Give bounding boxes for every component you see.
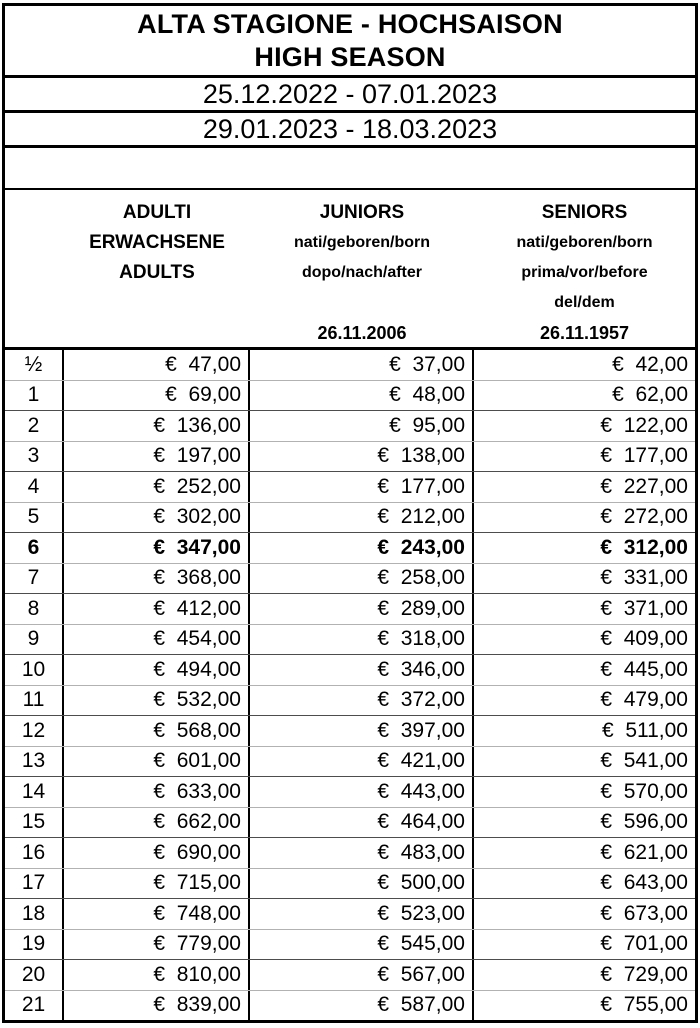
price-cell-adults: € 568,00	[64, 716, 250, 746]
juniors-label: JUNIORS	[319, 202, 405, 223]
price-cell-adults: € 748,00	[64, 899, 250, 929]
price-cell-seniors: € 42,00	[612, 352, 688, 376]
price-cell-juniors: € 289,00	[250, 594, 474, 624]
day-cell: 5	[5, 503, 64, 533]
table-row	[5, 991, 695, 1021]
day-cell: 3	[5, 442, 64, 472]
price-cell-adults: € 494,00	[64, 655, 250, 685]
price-cell-juniors: € 258,00	[250, 564, 474, 594]
price-cell-juniors: € 243,00	[250, 533, 474, 563]
seniors-birthdate: 26.11.1957	[539, 323, 630, 343]
price-cell-adults: € 839,00	[64, 991, 250, 1021]
table-row	[5, 350, 695, 381]
day-cell: 4	[5, 472, 64, 502]
table-row	[5, 594, 695, 625]
price-cell-juniors: € 48,00	[250, 381, 474, 411]
price-cell-juniors: € 177,00	[250, 472, 474, 502]
day-cell: 7	[5, 564, 64, 594]
day-cell: 16	[5, 838, 64, 868]
price-cell-juniors: € 443,00	[250, 777, 474, 807]
table-row	[5, 777, 695, 808]
price-cell-juniors: € 318,00	[250, 625, 474, 655]
season-date-range-1-text: 25.12.2022 - 07.01.2023	[202, 79, 498, 109]
adults-label-de: ERWACHSENE	[89, 232, 225, 253]
price-cell-juniors: € 567,00	[250, 960, 474, 990]
price-cell-seniors: € 371,00	[600, 596, 688, 620]
day-cell: 8	[5, 594, 64, 624]
day-cell: 10	[5, 655, 64, 685]
price-cell-adults: € 368,00	[64, 564, 250, 594]
season-date-range-1	[5, 78, 695, 113]
table-row	[5, 838, 695, 869]
price-cell-seniors: € 570,00	[600, 779, 688, 803]
price-cell-seniors: € 479,00	[600, 688, 688, 712]
day-cell: 15	[5, 808, 64, 838]
price-cell-juniors: € 523,00	[250, 899, 474, 929]
price-cell-juniors: € 500,00	[250, 869, 474, 899]
price-table	[2, 3, 698, 1023]
day-cell: 1	[5, 381, 64, 411]
price-cell-adults: € 47,00	[64, 350, 250, 380]
day-cell: 12	[5, 716, 64, 746]
price-cell-juniors: € 138,00	[250, 442, 474, 472]
table-row	[5, 747, 695, 778]
price-cell-adults: € 252,00	[64, 472, 250, 502]
price-cell-seniors: € 272,00	[600, 505, 688, 529]
day-cell: 11	[5, 686, 64, 716]
day-cell: 14	[5, 777, 64, 807]
day-cell: 13	[5, 747, 64, 777]
day-cell: 2	[5, 411, 64, 441]
day-cell: 21	[5, 991, 64, 1021]
day-cell: 17	[5, 869, 64, 899]
price-cell-adults: € 690,00	[64, 838, 250, 868]
day-cell: 6	[5, 533, 64, 563]
price-cell-adults: € 662,00	[64, 808, 250, 838]
price-cell-juniors: € 346,00	[250, 655, 474, 685]
table-row	[5, 564, 695, 595]
seniors-label: SENIORS	[541, 202, 628, 223]
juniors-subtext-2: dopo/nach/after	[301, 264, 422, 281]
price-cell-seniors: € 596,00	[600, 810, 688, 834]
table-row	[5, 472, 695, 503]
price-cell-adults: € 347,00	[64, 533, 250, 563]
price-cell-adults: € 412,00	[64, 594, 250, 624]
price-cell-adults: € 633,00	[64, 777, 250, 807]
table-row	[5, 808, 695, 839]
price-cell-adults: € 454,00	[64, 625, 250, 655]
price-cell-juniors: € 212,00	[250, 503, 474, 533]
seniors-subtext-1: nati/geboren/born	[516, 234, 653, 251]
price-cell-juniors: € 483,00	[250, 838, 474, 868]
price-cell-juniors: € 95,00	[250, 411, 474, 441]
price-cell-seniors: € 621,00	[600, 840, 688, 864]
price-cell-juniors: € 372,00	[250, 686, 474, 716]
table-row	[5, 625, 695, 656]
day-cell: 19	[5, 930, 64, 960]
price-cell-adults: € 532,00	[64, 686, 250, 716]
table-title	[5, 6, 695, 78]
price-cell-adults: € 136,00	[64, 411, 250, 441]
juniors-birthdate: 26.11.2006	[317, 323, 407, 343]
price-cell-seniors: € 643,00	[600, 871, 688, 895]
day-cell: 20	[5, 960, 64, 990]
table-row	[5, 686, 695, 717]
table-row	[5, 716, 695, 747]
price-cell-seniors: € 541,00	[600, 749, 688, 773]
table-row	[5, 533, 695, 564]
price-cell-adults: € 197,00	[64, 442, 250, 472]
price-cell-seniors: € 312,00	[600, 535, 688, 559]
seniors-subtext-3: del/dem	[554, 294, 615, 311]
table-row	[5, 381, 695, 412]
price-cell-juniors: € 545,00	[250, 930, 474, 960]
price-cell-adults: € 810,00	[64, 960, 250, 990]
adults-label-en: ADULTS	[119, 262, 195, 283]
price-cell-seniors: € 755,00	[600, 993, 688, 1017]
price-cell-seniors: € 701,00	[600, 932, 688, 956]
day-cell: ½	[5, 350, 64, 380]
price-cell-seniors: € 673,00	[600, 901, 688, 925]
column-header-days	[5, 198, 64, 348]
price-cell-seniors: € 331,00	[600, 566, 688, 590]
season-date-range-2	[5, 113, 695, 148]
price-cell-adults: € 302,00	[64, 503, 250, 533]
price-cell-adults: € 715,00	[64, 869, 250, 899]
price-cell-adults: € 779,00	[64, 930, 250, 960]
column-headers	[5, 190, 695, 350]
empty-row	[5, 148, 695, 190]
price-rows	[5, 350, 695, 1020]
day-cell: 18	[5, 899, 64, 929]
table-row	[5, 442, 695, 473]
table-row	[5, 655, 695, 686]
table-row	[5, 930, 695, 961]
price-cell-seniors: € 122,00	[600, 413, 688, 437]
title-line-1: ALTA STAGIONE - HOCHSAISON	[137, 8, 563, 39]
price-cell-juniors: € 587,00	[250, 991, 474, 1021]
day-cell: 9	[5, 625, 64, 655]
table-row	[5, 960, 695, 991]
price-cell-seniors: € 445,00	[600, 657, 688, 681]
price-cell-seniors: € 227,00	[600, 474, 688, 498]
table-row	[5, 411, 695, 442]
column-header-juniors	[250, 198, 474, 348]
season-date-range-2-text: 29.01.2023 - 18.03.2023	[202, 114, 498, 144]
seniors-subtext-2: prima/vor/before	[521, 264, 648, 281]
table-row	[5, 503, 695, 534]
title-line-2: HIGH SEASON	[254, 41, 446, 72]
juniors-subtext-1: nati/geboren/born	[294, 234, 430, 251]
column-header-adults	[64, 198, 250, 348]
price-cell-seniors: € 62,00	[612, 383, 688, 407]
column-header-seniors	[474, 198, 695, 348]
price-cell-adults: € 69,00	[64, 381, 250, 411]
price-cell-seniors: € 409,00	[600, 627, 688, 651]
table-row	[5, 899, 695, 930]
price-cell-juniors: € 37,00	[250, 350, 474, 380]
table-row	[5, 869, 695, 900]
price-cell-juniors: € 397,00	[250, 716, 474, 746]
price-cell-seniors: € 511,00	[601, 718, 688, 742]
adults-label-it: ADULTI	[122, 202, 192, 223]
price-cell-seniors: € 729,00	[600, 962, 688, 986]
price-cell-juniors: € 464,00	[250, 808, 474, 838]
price-cell-adults: € 601,00	[64, 747, 250, 777]
price-cell-seniors: € 177,00	[600, 444, 688, 468]
price-cell-juniors: € 421,00	[250, 747, 474, 777]
